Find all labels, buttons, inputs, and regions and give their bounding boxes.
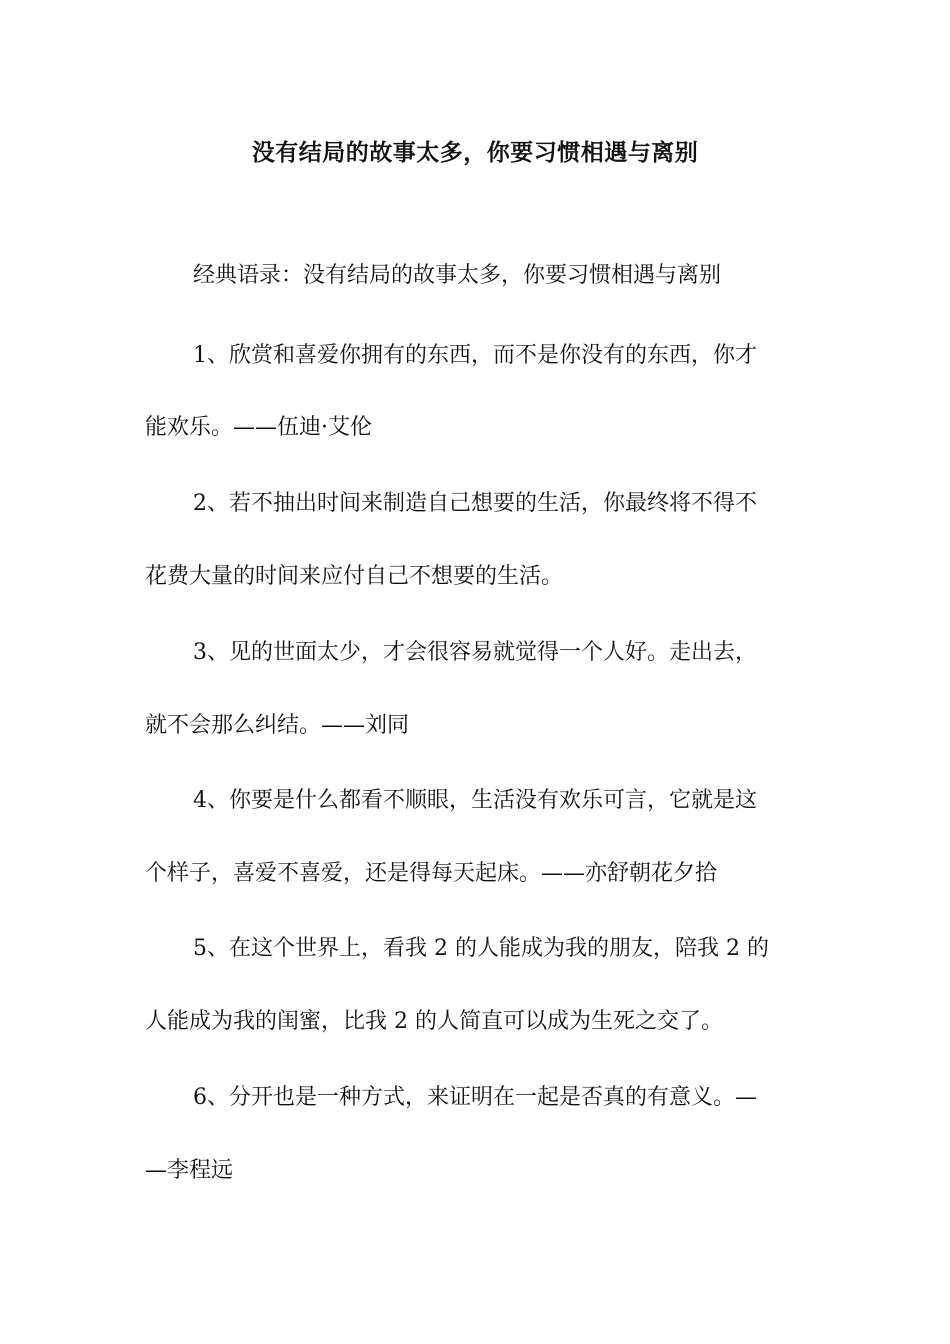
paragraph-6	[145, 1079, 807, 1226]
paragraph-line: 5、在这个世界上，看我 2 的人能成为我的朋友，陪我 2 的	[193, 936, 769, 961]
paragraph-5	[145, 930, 807, 1077]
paragraph-line: —李程远	[145, 1158, 234, 1183]
paragraph-line: 个样子，喜爱不喜爱，还是得每天起床。——亦舒朝花夕拾	[145, 861, 718, 886]
paragraph-line: 6、分开也是一种方式，来证明在一起是否真的有意义。—	[193, 1085, 757, 1110]
paragraph-line: 4、你要是什么都看不顺眼，生活没有欢乐可言，它就是这	[193, 788, 757, 813]
paragraph-line: 2、若不抽出时间来制造自己想要的生活，你最终将不得不	[193, 491, 757, 516]
paragraph-0	[145, 257, 807, 331]
paragraph-line: 经典语录：没有结局的故事太多，你要习惯相遇与离别	[193, 263, 722, 288]
paragraph-line: 花费大量的时间来应付自己不想要的生活。	[145, 564, 564, 589]
paragraph-4	[145, 782, 807, 929]
paragraph-line: 3、见的世面太少，才会很容易就觉得一个人好。走出去，	[193, 640, 757, 665]
paragraph-1	[145, 337, 807, 483]
paragraph-2	[145, 485, 807, 632]
paragraph-line: 1、欣赏和喜爱你拥有的东西，而不是你没有的东西，你才	[193, 343, 757, 368]
paragraph-3	[145, 634, 807, 781]
paragraph-line: 能欢乐。——伍迪·艾伦	[145, 415, 372, 440]
paragraph-line: 就不会那么纠结。——刘同	[145, 713, 410, 738]
page-title: 没有结局的故事太多，你要习惯相遇与离别	[251, 139, 699, 166]
paragraph-line: 人能成为我的闺蜜，比我 2 的人简直可以成为生死之交了。	[145, 1009, 723, 1034]
